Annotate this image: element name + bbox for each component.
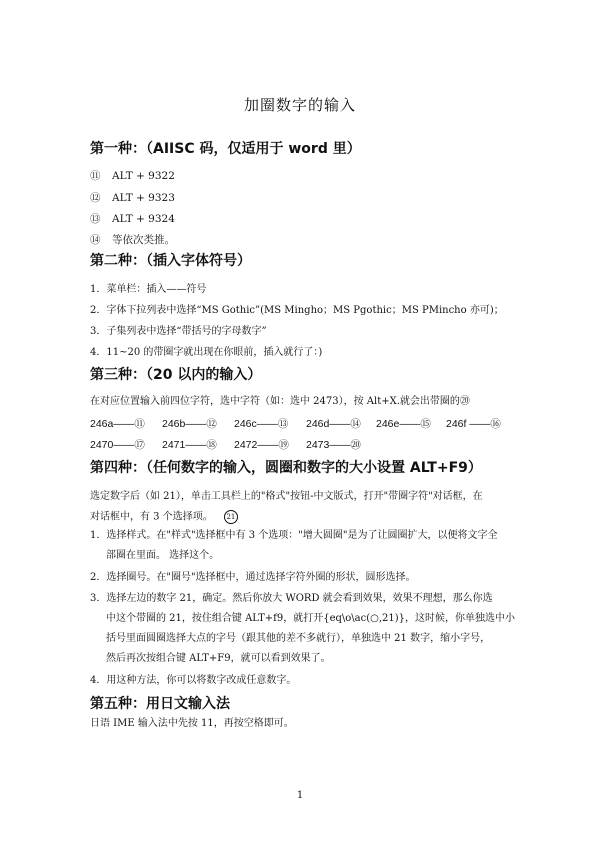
code-mapping: 2473——⑳ [306, 439, 361, 451]
section2-line: 1．菜单栏：插入——符号 [90, 284, 207, 295]
section2-heading: 第二种：（插入字体符号） [90, 253, 251, 269]
section1-heading: 第一种：（AIISC 码，仅适用于 word 里） [90, 141, 361, 157]
section3-heading: 第三种：（20 以内的输入） [90, 367, 262, 383]
page-number: 1 [296, 790, 304, 801]
code-mapping: 246f ——⑯ [446, 418, 501, 430]
section4-intro: 选定数字后（如 21），单击工具栏上的"格式"按钮-中文版式，打开"带圈字符"对话框，在 [90, 491, 483, 502]
section1-item: ⑫ ALT + 9323 [90, 192, 175, 204]
section3-intro: 在对应位置输入前四位字符，选中字符（如：选中 2473），按 Alt+X.就会出带圈的⑳ [90, 396, 470, 407]
section4-heading: 第四种：（任何数字的输入，圆圈和数字的大小设置 ALT+F9） [90, 460, 482, 476]
section1-item: ⑪ ALT + 9322 [90, 170, 175, 182]
code-mapping: 2470——⑰ [90, 439, 145, 451]
section4-item: 2．选择圈号。在"圈号"选择框中，通过选择字符外圈的形状，圆形选择。 [90, 572, 416, 583]
section4-item-cont: 括号里面圆圈选择大点的字号（跟其他的差不多就行），单独选中 21 数字，缩小字号， [106, 633, 491, 644]
section4-item-cont: 然后再次按组合键 ALT+F9，就可以看到效果了。 [106, 653, 331, 664]
code-mapping: 246b——⑫ [162, 418, 217, 430]
section4-item-cont: 部圈在里面。 选择这个。 [106, 550, 220, 561]
section5-text: 日语 IME 输入法中先按 11，再按空格即可。 [90, 718, 294, 729]
code-mapping: 246d——⑭ [306, 418, 361, 430]
section2-line: 3．子集列表中选择“带括号的字母数字” [90, 326, 267, 337]
code-mapping: 2472——⑲ [234, 439, 289, 451]
code-mapping: 246c——⑬ [234, 418, 289, 430]
section1-item: ⑭ 等依次类推。 [90, 234, 175, 246]
code-mapping: 2471——⑱ [162, 439, 217, 451]
section4-item: 4．用这种方法，你可以将数字改成任意数字。 [90, 675, 297, 686]
section4-intro: 对话框中，有 3 个选择项。 21 [90, 510, 238, 525]
section5-heading: 第五种：用日文输入法 [90, 696, 230, 712]
section4-item: 1．选择样式。在"样式"选择框中有 3 个选项："增大圆圈"是为了让圆圈扩大，以便将文字全 [90, 530, 498, 541]
section4-item: 3．选择左边的数字 21，确定。然后你放大 WORD 就会看到效果，效果不理想，那么你选 [90, 593, 493, 604]
section1-item: ⑬ ALT + 9324 [90, 213, 175, 225]
circled-21-icon: 21 [224, 510, 238, 524]
code-mapping: 246e——⑮ [376, 418, 431, 430]
code-mapping: 246a——⑪ [90, 418, 145, 430]
section2-line: 2．字体下拉列表中选择“MS Gothic”(MS Mingho；MS Pgothic；MS PMincho 亦可)； [90, 305, 504, 316]
section2-line: 4．11~20 的带圈字就出现在你眼前，插入就行了：) [90, 347, 323, 358]
section4-item-cont: 中这个带圈的 21，按住组合键 ALT+f9，就打开{eq\o\ac(○,21)}，这时候，你单独选中小 [106, 613, 516, 624]
page-title: 加圈数字的输入 [243, 96, 356, 114]
